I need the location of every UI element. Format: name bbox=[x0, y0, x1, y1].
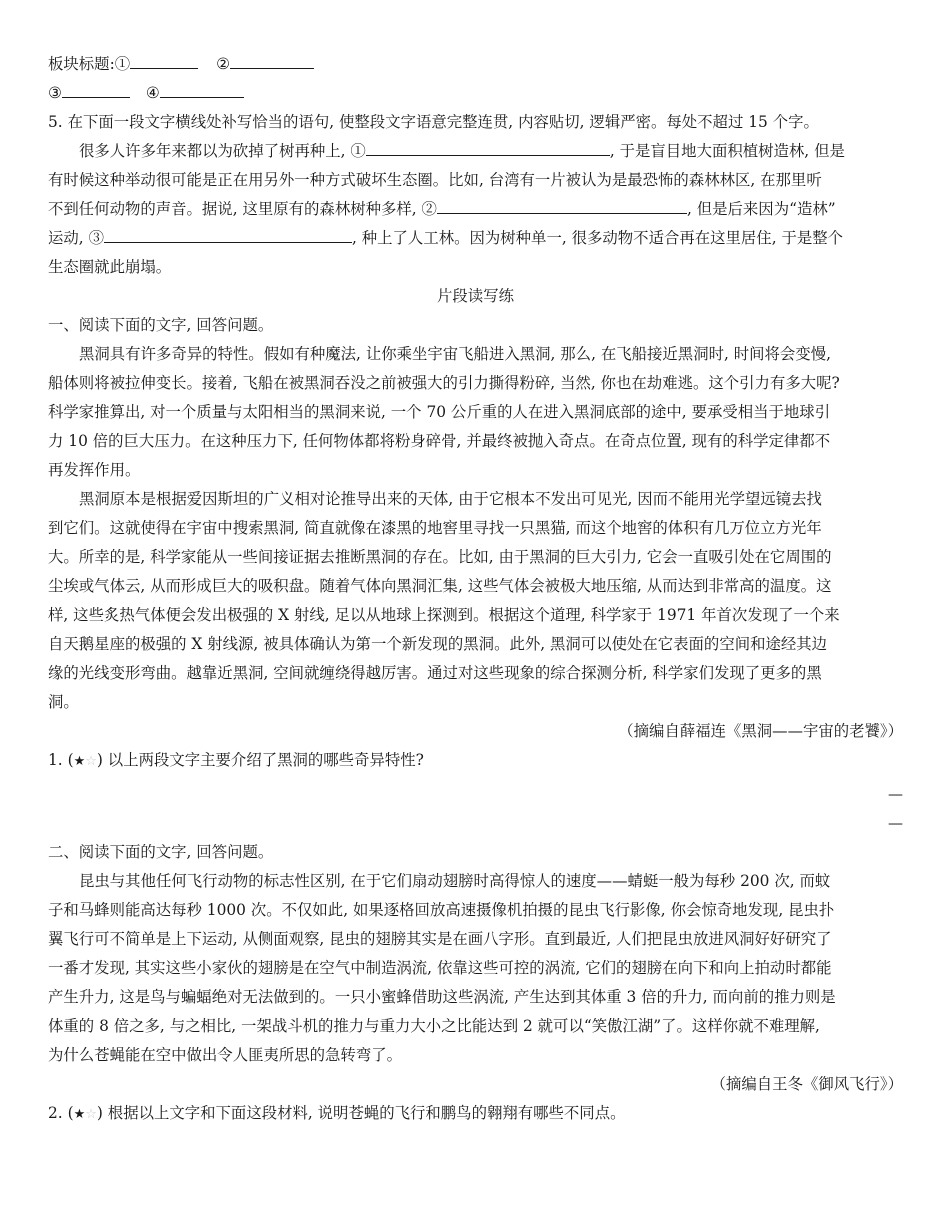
q5-text-4a: 运动, ③ bbox=[48, 229, 104, 247]
q5-text-1a: 很多人许多年来都以为砍掉了树再种上, ① bbox=[79, 142, 366, 160]
answer-blank-2[interactable] bbox=[230, 51, 314, 69]
part-2-heading: 二、阅读下面的文字, 回答问题。 bbox=[48, 843, 274, 861]
section-title: 片段读写练 bbox=[437, 287, 514, 305]
part-2-source: （摘编自王冬《御风飞行》） bbox=[710, 1075, 903, 1093]
passage-line: 再发挥作用。 bbox=[48, 461, 141, 479]
part-1-passage bbox=[48, 340, 903, 717]
titles-label-4: ④ bbox=[145, 84, 160, 102]
question-5-line-5: 生态圈就此崩塌。 bbox=[48, 258, 172, 276]
question-1-number: 1. ( bbox=[48, 751, 74, 769]
question-5-line-4 bbox=[48, 224, 903, 253]
question-5-line-1 bbox=[48, 137, 903, 166]
question-5-line-3 bbox=[48, 195, 903, 224]
passage-line: 体重的 8 倍之多, 与之相比, 一架战斗机的推力与重力大小之比能达到 2 就可以“笑傲江湖”了。这样你就不难理解, bbox=[48, 1017, 820, 1035]
passage-line: 到它们。这就使得在宇宙中搜索黑洞, 简直就像在漆黑的地窖里寻找一只黑猫, 而这个地窖的体积有几万位立方光年 bbox=[48, 519, 822, 537]
passage-line: 大。所幸的是, 科学家能从一些间接证据去推断黑洞的存在。比如, 由于黑洞的巨大引力, 它会一直吸引处在它周围的 bbox=[48, 548, 832, 566]
passage-line: 黑洞具有许多奇异的特性。假如有种魔法, 让你乘坐宇宙飞船进入黑洞, 那么, 在飞船接近黑洞时, 时间将会变慢, bbox=[79, 345, 831, 363]
passage-line: 力 10 倍的巨大压力。在这种压力下, 任何物体都将粉身碎骨, 并最终被抛入奇点。在奇点位置, 现有的科学定律都不 bbox=[48, 432, 831, 450]
passage-line: 船体则将被拉伸变长。接着, 飞船在被黑洞吞没之前被强大的引力撕得粉碎, 当然, 你也在劫难逃。这个引力有多大呢? bbox=[48, 374, 840, 392]
answer-blank-q5-1[interactable] bbox=[366, 138, 610, 156]
q5-text-4b: , 种上了人工林。因为树种单一, 很多动物不适合再在这里居住, 于是整个 bbox=[351, 229, 844, 247]
answer-blank-q5-2[interactable] bbox=[437, 196, 687, 214]
section-titles-row-2 bbox=[48, 79, 903, 108]
titles-label-1: 板块标题:① bbox=[48, 55, 131, 73]
question-2-number: 2. ( bbox=[48, 1104, 74, 1122]
answer-blank-3[interactable] bbox=[62, 80, 130, 98]
star-filled-icon: ★ bbox=[73, 754, 86, 769]
titles-label-2: ② bbox=[216, 55, 230, 73]
passage-line: 翼飞行可不简单是上下运动, 从侧面观察, 昆虫的翅膀其实是在画八字形。直到最近, 人们把昆虫放进风洞好好研究了 bbox=[48, 930, 832, 948]
question-5-prompt: 5. 在下面一段文字横线处补写恰当的语句, 使整段文字语意完整连贯, 内容贴切, 逻辑严密。每处不超过 15 个字。 bbox=[48, 113, 819, 131]
answer-blank-4[interactable] bbox=[160, 80, 244, 98]
passage-line: 缘的光线变形弯曲。越靠近黑洞, 空间就缠绕得越厉害。通过对这些现象的综合探测分析, 科学家们发现了更多的黑 bbox=[48, 664, 822, 682]
question-2-text: ) 根据以上文字和下面这段材料, 说明苍蝇的飞行和鹏鸟的翱翔有哪些不同点。 bbox=[96, 1104, 626, 1122]
answer-line-1[interactable]: — bbox=[888, 785, 903, 803]
passage-line: 昆虫与其他任何飞行动物的标志性区别, 在于它们扇动翅膀时高得惊人的速度——蜻蜓一般为每秒 200 次, 而蚊 bbox=[79, 872, 831, 890]
section-titles-row-1 bbox=[48, 50, 903, 79]
answer-line-2[interactable]: — bbox=[888, 814, 903, 832]
answer-blank-1[interactable] bbox=[130, 51, 198, 69]
q5-text-3a: 不到任何动物的声音。据说, 这里原有的森林树种多样, ② bbox=[48, 200, 437, 218]
question-2 bbox=[48, 1099, 903, 1129]
passage-line: 一番才发现, 其实这些小家伙的翅膀是在空气中制造涡流, 依靠这些可控的涡流, 它们的翅膀在向下和向上拍动时都能 bbox=[48, 959, 832, 977]
titles-label-3: ③ bbox=[48, 84, 62, 102]
star-empty-icon: ☆ bbox=[85, 754, 97, 769]
passage-line: 产生升力, 这是鸟与蝙蝠绝对无法做到的。一只小蜜蜂借助这些涡流, 产生达到其体重 3 倍的升力, 而向前的推力则是 bbox=[48, 988, 836, 1006]
passage-line: 洞。 bbox=[48, 693, 79, 711]
part-2-passage bbox=[48, 867, 903, 1070]
passage-line: 尘埃或气体云, 从而形成巨大的吸积盘。随着气体向黑洞汇集, 这些气体会被极大地压缩, 从而达到非常高的温度。这 bbox=[48, 577, 832, 595]
part-1-heading: 一、阅读下面的文字, 回答问题。 bbox=[48, 316, 274, 334]
question-1 bbox=[48, 746, 903, 776]
q5-text-3b: , 但是后来因为“造林” bbox=[686, 200, 836, 218]
passage-line: 样, 这些炙热气体便会发出极强的 X 射线, 足以从地球上探测到。根据这个道理, 科学家于 1971 年首次发现了一个来 bbox=[48, 606, 840, 624]
passage-line: 为什么苍蝇能在空中做出令人匪夷所思的急转弯了。 bbox=[48, 1046, 402, 1064]
question-1-text: ) 以上两段文字主要介绍了黑洞的哪些奇异特性? bbox=[96, 751, 424, 769]
passage-line: 黑洞原本是根据爱因斯坦的广义相对论推导出来的天体, 由于它根本不发出可见光, 因而不能用光学望远镜去找 bbox=[79, 490, 822, 508]
passage-line: 子和马蜂则能高达每秒 1000 次。不仅如此, 如果逐格回放高速摄像机拍摄的昆虫飞行影像, 你会惊奇地发现, 昆虫扑 bbox=[48, 901, 835, 919]
question-5-line-2: 有时候这种举动很可能是正在用另外一种方式破坏生态圈。比如, 台湾有一片被认为是最恐怖的森林林区, 在那里听 bbox=[48, 171, 822, 189]
q5-text-1b: , 于是盲目地大面积植树造林, 但是 bbox=[609, 142, 845, 160]
document-page bbox=[48, 50, 903, 1129]
part-1-source: （摘编自薛福连《黑洞——宇宙的老饕》） bbox=[618, 722, 903, 740]
star-empty-icon: ☆ bbox=[85, 1107, 97, 1122]
passage-line: 科学家推算出, 对一个质量与太阳相当的黑洞来说, 一个 70 公斤重的人在进入黑洞底部的途中, 要承受相当于地球引 bbox=[48, 403, 831, 421]
passage-line: 自天鹅星座的极强的 X 射线源, 被具体确认为第一个新发现的黑洞。此外, 黑洞可以使处在它表面的空间和途经其边 bbox=[48, 635, 828, 653]
star-filled-icon: ★ bbox=[73, 1107, 86, 1122]
answer-blank-q5-3[interactable] bbox=[104, 225, 352, 243]
